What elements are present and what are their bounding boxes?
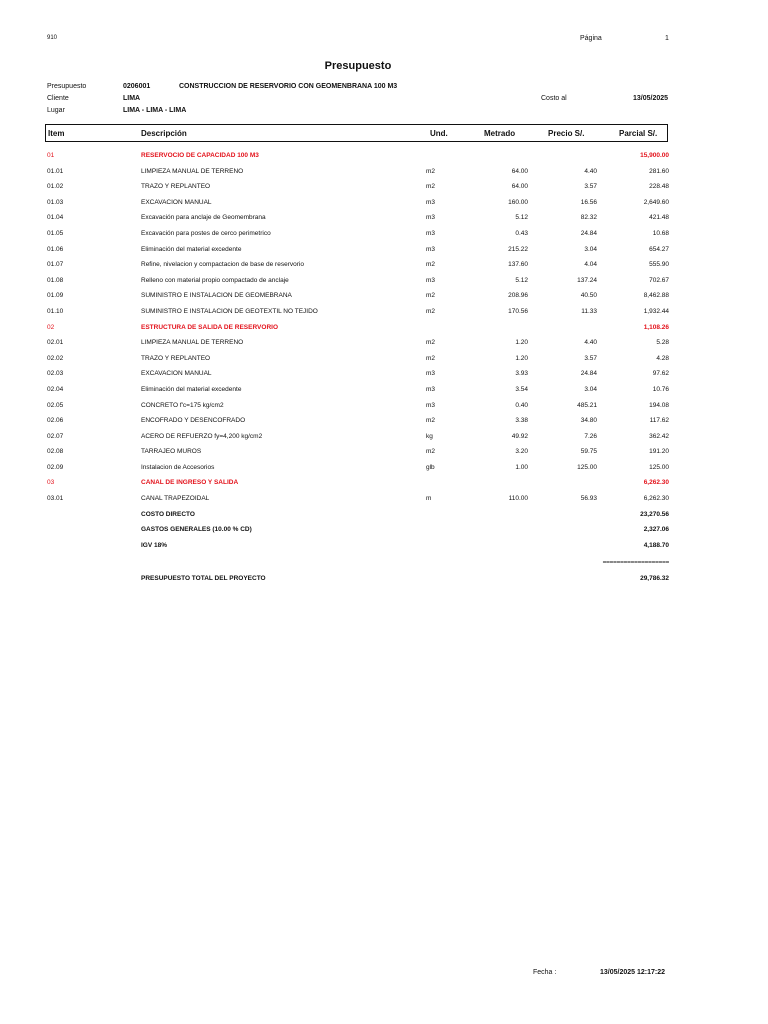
- costo-label: Costo al: [541, 95, 567, 102]
- cell-item: 01.06: [47, 245, 64, 253]
- cell-desc: CANAL DE INGRESO Y SALIDA: [141, 479, 239, 487]
- cell-item: 01: [47, 152, 55, 159]
- table-row: [0, 399, 768, 415]
- cell-metrado: 64.00: [511, 183, 528, 191]
- cell-und: m2: [426, 417, 436, 425]
- cell-parcial: 8,462.88: [643, 292, 669, 300]
- cell-item: 02: [47, 323, 55, 331]
- presupuesto-code: 0206001: [123, 83, 151, 90]
- section-row: [0, 149, 768, 165]
- cell-desc: Eliminación del material excedente: [141, 385, 242, 393]
- header-descripcion: Descripción: [141, 129, 187, 138]
- cell-parcial: 6,262.30: [643, 479, 669, 487]
- table-row: [0, 352, 768, 368]
- cell-item: 02.01: [47, 339, 64, 347]
- header-item: Item: [48, 129, 65, 138]
- document-code: 910: [47, 35, 58, 41]
- cell-item: 01.04: [47, 214, 64, 222]
- cell-und: m2: [426, 292, 436, 300]
- cell-parcial: 362.42: [649, 432, 669, 440]
- cell-metrado: 3.38: [515, 417, 528, 425]
- cell-desc: Instalacion de Accesorios: [141, 463, 215, 471]
- header-parcial: Parcial S/.: [619, 129, 658, 138]
- cell-precio: 4.40: [584, 167, 597, 175]
- table-row: [0, 461, 768, 477]
- table-row: [0, 414, 768, 430]
- costo-value: 13/05/2025: [633, 95, 669, 102]
- page-number: 1: [665, 35, 669, 42]
- cell-precio: 4.40: [584, 339, 597, 347]
- cell-item: 01.05: [47, 229, 64, 237]
- cell-item: 02.02: [47, 354, 64, 362]
- cell-item: 02.06: [47, 417, 64, 425]
- cell-precio: 485.21: [577, 401, 597, 409]
- section-row: [0, 321, 768, 337]
- table-row: [0, 274, 768, 290]
- cell-parcial: 117.62: [649, 417, 669, 425]
- lugar-value: LIMA - LIMA - LIMA: [123, 107, 187, 114]
- cell-item: 02.04: [47, 385, 64, 393]
- cell-desc: RESERVOCIO DE CAPACIDAD 100 M3: [141, 152, 259, 159]
- table-row: [0, 383, 768, 399]
- cell-parcial: 654.27: [649, 245, 669, 253]
- cell-desc: Excavación para anclaje de Geomembrana: [141, 214, 266, 222]
- presupuesto-name: CONSTRUCCION DE RESERVORIO CON GEOMENBRANA 100 M3: [179, 83, 398, 90]
- table-row: [0, 227, 768, 243]
- table-row: [0, 430, 768, 446]
- cell-parcial: 2,649.60: [643, 198, 669, 206]
- cell-item: 02.03: [47, 370, 64, 378]
- cell-metrado: 5.12: [515, 214, 528, 222]
- cell-parcial: 125.00: [649, 463, 669, 471]
- cell-item: 01.08: [47, 276, 64, 284]
- cell-parcial: 5.28: [656, 339, 669, 347]
- cell-und: m3: [426, 214, 436, 222]
- budget-table: [0, 149, 768, 554]
- cell-parcial: 1,108.26: [643, 323, 669, 331]
- cell-metrado: 215.22: [508, 245, 528, 253]
- cell-und: m2: [426, 448, 436, 456]
- cell-desc: TARRAJEO MUROS: [141, 448, 202, 456]
- cell-precio: 3.57: [584, 183, 597, 191]
- cell-item: 02.08: [47, 448, 64, 456]
- table-row: [0, 445, 768, 461]
- cell-metrado: 1.00: [515, 463, 528, 471]
- cell-und: kg: [426, 432, 433, 440]
- cell-und: m2: [426, 307, 436, 315]
- cell-precio: 3.57: [584, 354, 597, 362]
- cell-precio: 125.00: [577, 463, 597, 471]
- cell-metrado: 170.56: [508, 307, 528, 315]
- cell-item: 01.10: [47, 307, 64, 315]
- cell-desc: Eliminación del material excedente: [141, 245, 242, 253]
- cell-und: m3: [426, 370, 436, 378]
- cell-desc: CONCRETO f'c=175 kg/cm2: [141, 401, 224, 409]
- cell-desc: LIMPIEZA MANUAL DE TERRENO: [141, 339, 244, 347]
- document-title: Presupuesto: [324, 60, 392, 72]
- cell-parcial: 228.48: [649, 183, 669, 191]
- cell-desc: COSTO DIRECTO: [141, 510, 195, 518]
- cell-item: 01.09: [47, 292, 64, 300]
- cell-metrado: 49.92: [511, 432, 528, 440]
- cell-desc: ENCOFRADO Y DESENCOFRADO: [141, 417, 246, 425]
- cell-precio: 24.84: [580, 370, 597, 378]
- cell-parcial: 1,932.44: [643, 307, 669, 315]
- total-separator: ===================: [602, 559, 669, 566]
- table-row: [0, 211, 768, 227]
- cell-desc: Excavación para postes de cerco perimetrico: [141, 229, 271, 237]
- cell-parcial: 97.62: [652, 370, 669, 378]
- cell-und: m2: [426, 183, 436, 191]
- cell-parcial: 23,270.56: [640, 510, 669, 518]
- cell-desc: LIMPIEZA MANUAL DE TERRENO: [141, 167, 244, 175]
- cliente-label: Cliente: [47, 95, 69, 102]
- cell-parcial: 10.68: [652, 229, 669, 237]
- cell-item: 02.09: [47, 463, 64, 471]
- total-row: [0, 523, 768, 539]
- cell-item: 02.05: [47, 401, 64, 409]
- cell-parcial: 15,900.00: [640, 152, 669, 159]
- cell-item: 01.03: [47, 198, 64, 206]
- cell-precio: 24.84: [580, 229, 597, 237]
- section-row: [0, 476, 768, 492]
- cliente-value: LIMA: [123, 95, 141, 102]
- cell-precio: 40.50: [580, 292, 597, 300]
- table-row: [0, 180, 768, 196]
- table-row: [0, 258, 768, 274]
- cell-metrado: 208.96: [508, 292, 528, 300]
- cell-desc: SUMINISTRO E INSTALACION DE GEOTEXTIL NO TEJIDO: [141, 307, 318, 315]
- cell-item: 01.07: [47, 261, 64, 269]
- cell-desc: Relleno con material propio compactado de anclaje: [141, 276, 289, 284]
- cell-und: m3: [426, 229, 436, 237]
- cell-und: m2: [426, 261, 436, 269]
- fecha-value: 13/05/2025 12:17:22: [600, 969, 665, 976]
- cell-parcial: 421.48: [649, 214, 669, 222]
- cell-und: m2: [426, 339, 436, 347]
- cell-precio: 137.24: [577, 276, 597, 284]
- cell-parcial: 555.90: [649, 261, 669, 269]
- grand-total-value: 29,786.32: [640, 575, 669, 582]
- cell-und: m3: [426, 245, 436, 253]
- cell-precio: 59.75: [580, 448, 597, 456]
- cell-metrado: 137.60: [508, 261, 528, 269]
- cell-item: 03.01: [47, 495, 64, 503]
- table-row: [0, 243, 768, 259]
- cell-item: 01.01: [47, 167, 64, 175]
- cell-metrado: 1.20: [515, 339, 528, 347]
- cell-metrado: 3.54: [515, 385, 528, 393]
- cell-metrado: 64.00: [511, 167, 528, 175]
- cell-item: 03: [47, 479, 55, 487]
- cell-metrado: 5.12: [515, 276, 528, 284]
- cell-precio: 16.56: [580, 198, 597, 206]
- cell-desc: EXCAVACION MANUAL: [141, 198, 212, 206]
- cell-parcial: 194.08: [649, 401, 669, 409]
- table-row: [0, 196, 768, 212]
- cell-desc: SUMINISTRO E INSTALACION DE GEOMEBRANA: [141, 292, 292, 300]
- cell-item: 01.02: [47, 183, 64, 191]
- cell-item: 02.07: [47, 432, 64, 440]
- grand-total-label: PRESUPUESTO TOTAL DEL PROYECTO: [141, 575, 266, 582]
- cell-metrado: 160.00: [508, 198, 528, 206]
- cell-precio: 7.26: [584, 432, 597, 440]
- cell-und: m3: [426, 385, 436, 393]
- cell-desc: EXCAVACION MANUAL: [141, 370, 212, 378]
- table-row: [0, 492, 768, 508]
- header-precio: Precio S/.: [548, 129, 585, 138]
- presupuesto-label: Presupuesto: [47, 83, 87, 90]
- table-row: [0, 305, 768, 321]
- page-label: Página: [580, 35, 602, 42]
- cell-und: glb: [426, 463, 435, 471]
- cell-desc: CANAL TRAPEZOIDAL: [141, 495, 210, 503]
- cell-precio: 82.32: [580, 214, 597, 222]
- cell-metrado: 3.93: [515, 370, 528, 378]
- cell-und: m: [426, 495, 432, 503]
- cell-precio: 56.93: [580, 495, 597, 503]
- total-row: [0, 508, 768, 524]
- cell-precio: 3.04: [584, 245, 597, 253]
- total-row: [0, 539, 768, 555]
- cell-parcial: 4,188.70: [643, 541, 669, 549]
- cell-precio: 11.33: [581, 307, 597, 315]
- cell-und: m2: [426, 354, 436, 362]
- cell-parcial: 6,262.30: [643, 495, 669, 503]
- header-und: Und.: [430, 129, 448, 138]
- cell-desc: IGV 18%: [141, 541, 168, 549]
- cell-desc: TRAZO Y REPLANTEO: [141, 354, 211, 362]
- cell-metrado: 3.20: [515, 448, 528, 456]
- cell-desc: ACERO DE REFUERZO fy=4,200 kg/cm2: [141, 432, 263, 440]
- cell-metrado: 0.43: [515, 229, 528, 237]
- cell-desc: GASTOS GENERALES (10.00 % CD): [141, 526, 252, 534]
- cell-precio: 34.80: [580, 417, 597, 425]
- table-header: [45, 124, 668, 142]
- cell-und: m3: [426, 401, 436, 409]
- cell-parcial: 4.28: [656, 354, 669, 362]
- header-metrado: Metrado: [484, 129, 516, 138]
- table-row: [0, 336, 768, 352]
- cell-metrado: 110.00: [508, 495, 528, 503]
- table-row: [0, 367, 768, 383]
- cell-parcial: 191.20: [649, 448, 669, 456]
- cell-precio: 3.04: [584, 385, 597, 393]
- cell-und: m2: [426, 167, 436, 175]
- cell-parcial: 281.60: [649, 167, 669, 175]
- table-row: [0, 289, 768, 305]
- cell-und: m3: [426, 198, 436, 206]
- cell-parcial: 702.67: [649, 276, 669, 284]
- lugar-label: Lugar: [47, 107, 65, 114]
- cell-metrado: 0.40: [515, 401, 528, 409]
- cell-parcial: 2,327.06: [643, 526, 669, 534]
- table-row: [0, 165, 768, 181]
- cell-und: m3: [426, 276, 436, 284]
- cell-metrado: 1.20: [515, 354, 528, 362]
- cell-desc: TRAZO Y REPLANTEO: [141, 183, 211, 191]
- cell-precio: 4.04: [584, 261, 597, 269]
- cell-parcial: 10.76: [652, 385, 669, 393]
- cell-desc: Refine, nivelacion y compactacion de base de reservorio: [141, 261, 304, 269]
- fecha-label: Fecha :: [533, 969, 557, 976]
- cell-desc: ESTRUCTURA DE SALIDA DE RESERVORIO: [141, 323, 278, 331]
